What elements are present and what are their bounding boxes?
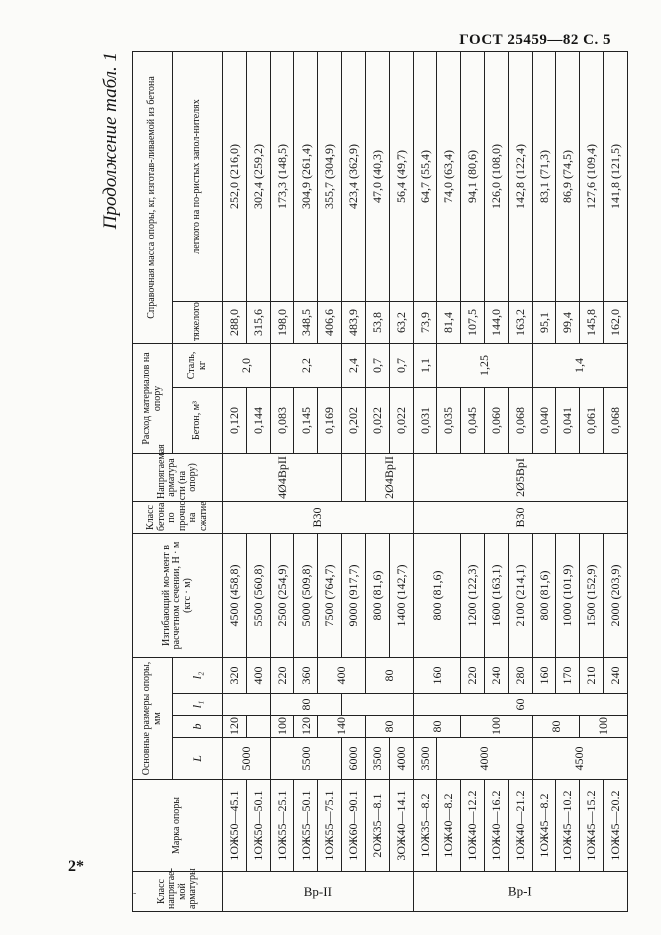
cell-concrete: 0,083 — [270, 387, 294, 453]
table-row-mark: 1ОЖ45—20.2 — [604, 780, 628, 872]
group-rebar-class-b: Вр-I — [413, 872, 628, 912]
cell-light: 94,1 (80,6) — [461, 51, 485, 301]
cell-concrete: 0,045 — [461, 387, 485, 453]
col-steel: Сталь, кг — [173, 343, 223, 387]
cell-light: 173,3 (148,5) — [270, 51, 294, 301]
cell-moment: 7500 (764,7) — [318, 533, 342, 657]
cell-moment: 1200 (122,3) — [461, 533, 485, 657]
cell-moment: 1500 (152,9) — [580, 533, 604, 657]
cell-L: 6000 — [342, 738, 366, 780]
cell-steel: 1,25 — [437, 343, 532, 387]
cell-l2: 400 — [318, 657, 366, 693]
col-L: L — [173, 738, 223, 780]
cell-b: 100 — [461, 716, 532, 738]
cell-steel: 1,4 — [532, 343, 627, 387]
cell-l2: 400 — [246, 657, 270, 693]
cell-l2: 320 — [223, 657, 247, 693]
cell-moment: 5500 (560,8) — [246, 533, 270, 657]
cell-light: 126,0 (108,0) — [484, 51, 508, 301]
cell-L: 5500 — [270, 738, 341, 780]
table-row-mark: 1ОЖ45—8.2 — [532, 780, 556, 872]
cell-l1: 60 — [413, 694, 628, 716]
cell-l2: 160 — [413, 657, 461, 693]
table-row-mark: 1ОЖ55—25.1 — [270, 780, 294, 872]
cell-light: 47,0 (40,3) — [365, 51, 389, 301]
cell-light: 56,4 (49,7) — [389, 51, 413, 301]
cell-moment: 2000 (203,9) — [604, 533, 628, 657]
table-row-mark: 1ОЖ40—16.2 — [484, 780, 508, 872]
cell-l2: 360 — [294, 657, 318, 693]
cell-light: 83,1 (71,3) — [532, 51, 556, 301]
cell-heavy: 145,8 — [580, 301, 604, 343]
cell-heavy: 315,6 — [246, 301, 270, 343]
cell-concrete: 0,169 — [318, 387, 342, 453]
cell-b: 120 — [294, 716, 318, 738]
cell-L: 3500 — [365, 738, 389, 780]
cell-concrete: 0,120 — [223, 387, 247, 453]
table-row-mark: 1ОЖ45—15.2 — [580, 780, 604, 872]
cell-l2: 220 — [270, 657, 294, 693]
cell-steel: 0,7 — [389, 343, 413, 387]
cell-l2: 220 — [461, 657, 485, 693]
group-tension-rebar: 4Ø4ВрII — [223, 453, 342, 501]
cell-concrete: 0,068 — [604, 387, 628, 453]
cell-tension-rebar — [342, 453, 366, 501]
supports-table — [132, 51, 628, 912]
table-row-mark: 1ОЖ55—50.1 — [294, 780, 318, 872]
cell-moment: 5000 (509,8) — [294, 533, 318, 657]
col-rebar-class: Класс напрягае-мой арматуры — [133, 872, 223, 912]
cell-light: 74,0 (63,4) — [437, 51, 461, 301]
group-tension-rebar-c: 2Ø5ВрI — [413, 453, 628, 501]
cell-concrete: 0,041 — [556, 387, 580, 453]
col-mass-group: Справочная масса опоры, кг, изготав-ливаемой из бетона — [133, 51, 173, 343]
table-row-mark: 1ОЖ55—75.1 — [318, 780, 342, 872]
cell-heavy: 288,0 — [223, 301, 247, 343]
cell-concrete: 0,145 — [294, 387, 318, 453]
cell-heavy: 198,0 — [270, 301, 294, 343]
table-row-mark: 1ОЖ40—8.2 — [437, 780, 461, 872]
cell-concrete: 0,031 — [413, 387, 437, 453]
table-row-mark: 3ОЖ40—14.1 — [389, 780, 413, 872]
cell-l1 — [223, 694, 271, 716]
cell-l2: 210 — [580, 657, 604, 693]
cell-light: 127,6 (109,4) — [580, 51, 604, 301]
cell-steel: 0,7 — [365, 343, 389, 387]
cell-heavy: 483,9 — [342, 301, 366, 343]
cell-concrete: 0,202 — [342, 387, 366, 453]
cell-light: 304,9 (261,4) — [294, 51, 318, 301]
table-row-mark: 1ОЖ50—45.1 — [223, 780, 247, 872]
cell-l2: 160 — [532, 657, 556, 693]
group-concrete-class-b: В30 — [413, 501, 628, 533]
col-moment: Изгибающий мо-мент в расчетном сечении, Н · м (кгс · м) — [133, 533, 223, 657]
col-l2: l₂ — [173, 657, 223, 693]
cell-l2: 240 — [484, 657, 508, 693]
cell-heavy: 81,4 — [437, 301, 461, 343]
cell-heavy: 73,9 — [413, 301, 437, 343]
cell-b: 100 — [270, 716, 294, 738]
cell-heavy: 63,2 — [389, 301, 413, 343]
group-concrete-class: В30 — [223, 501, 414, 533]
cell-concrete: 0,144 — [246, 387, 270, 453]
cell-light: 252,0 (216,0) — [223, 51, 247, 301]
col-tension-rebar: Напрягаемая арматура (на опору) — [133, 453, 223, 501]
cell-L: 4000 — [437, 738, 532, 780]
cell-moment: 1600 (163,1) — [484, 533, 508, 657]
cell-moment: 9000 (917,7) — [342, 533, 366, 657]
cell-b: 80 — [413, 716, 461, 738]
cell-heavy: 163,2 — [508, 301, 532, 343]
cell-moment: 4500 (458,8) — [223, 533, 247, 657]
cell-l2: 240 — [604, 657, 628, 693]
group-rebar-class: Вр-II — [223, 872, 414, 912]
cell-concrete: 0,022 — [365, 387, 389, 453]
cell-light: 142,8 (122,4) — [508, 51, 532, 301]
cell-b: 140 — [318, 716, 366, 738]
stray-mark: - — [133, 888, 137, 899]
col-mark: Марка опоры — [133, 780, 223, 872]
cell-heavy: 95,1 — [532, 301, 556, 343]
cell-concrete: 0,060 — [484, 387, 508, 453]
group-tension-rebar-b: 2Ø4ВрII — [365, 453, 413, 501]
col-b: b — [173, 716, 223, 738]
cell-concrete: 0,022 — [389, 387, 413, 453]
cell-l2: 170 — [556, 657, 580, 693]
table-row-mark: 1ОЖ40—12.2 — [461, 780, 485, 872]
cell-light: 423,4 (362,9) — [342, 51, 366, 301]
cell-L: 4500 — [532, 738, 627, 780]
cell-L: 3500 — [413, 738, 437, 780]
col-concrete-class: Класс бетона по прочности на сжатие — [133, 501, 223, 533]
table-row-mark: 1ОЖ60—90.1 — [342, 780, 366, 872]
cell-steel: 2,0 — [223, 343, 271, 387]
col-concrete: Бетон, м³ — [173, 387, 223, 453]
cell-b — [246, 716, 270, 738]
cell-heavy: 162,0 — [604, 301, 628, 343]
cell-steel: 1,1 — [413, 343, 437, 387]
cell-concrete: 0,061 — [580, 387, 604, 453]
cell-light: 355,7 (304,9) — [318, 51, 342, 301]
cell-steel: 2,2 — [270, 343, 341, 387]
table-caption: Продолжение табл. 1 — [100, 52, 121, 230]
col-dims-group: Основные размеры опоры, мм — [133, 657, 173, 779]
rotated-table-block — [100, 42, 630, 912]
cell-b: 120 — [223, 716, 247, 738]
cell-moment: 800 (81,6) — [413, 533, 461, 657]
cell-steel: 2,4 — [342, 343, 366, 387]
page-mark: 2* — [68, 858, 84, 875]
table-row-mark: 1ОЖ35—8.2 — [413, 780, 437, 872]
cell-moment: 1400 (142,7) — [389, 533, 413, 657]
table-row-mark: 1ОЖ40—21.2 — [508, 780, 532, 872]
table-row-mark: 1ОЖ45—10.2 — [556, 780, 580, 872]
cell-l2: 80 — [365, 657, 413, 693]
cell-moment: 1000 (101,9) — [556, 533, 580, 657]
col-consumption-group: Расход материалов на опору — [133, 343, 173, 453]
col-heavy: тяжелого — [173, 301, 223, 343]
cell-light: 141,8 (121,5) — [604, 51, 628, 301]
cell-b: 80 — [365, 716, 413, 738]
cell-l1 — [342, 694, 413, 716]
cell-light: 64,7 (55,4) — [413, 51, 437, 301]
cell-b: 100 — [580, 716, 628, 738]
col-light: легкого на по-ристых запол-нителях — [173, 51, 223, 301]
cell-light: 86,9 (74,5) — [556, 51, 580, 301]
cell-moment: 2500 (254,9) — [270, 533, 294, 657]
cell-L: 5000 — [223, 738, 271, 780]
cell-l1: 80 — [270, 694, 341, 716]
cell-L: 4000 — [389, 738, 413, 780]
cell-heavy: 99,4 — [556, 301, 580, 343]
cell-concrete: 0,040 — [532, 387, 556, 453]
cell-light: 302,4 (259,2) — [246, 51, 270, 301]
cell-heavy: 53,8 — [365, 301, 389, 343]
cell-moment: 800 (81,6) — [532, 533, 556, 657]
cell-moment: 800 (81,6) — [365, 533, 389, 657]
page-header: ГОСТ 25459—82 С. 5 — [459, 32, 611, 48]
cell-b: 80 — [532, 716, 580, 738]
table-row-mark: 1ОЖ50—50.1 — [246, 780, 270, 872]
cell-heavy: 107,5 — [461, 301, 485, 343]
cell-heavy: 144,0 — [484, 301, 508, 343]
cell-concrete: 0,035 — [437, 387, 461, 453]
cell-concrete: 0,068 — [508, 387, 532, 453]
cell-heavy: 348,5 — [294, 301, 318, 343]
table-row-mark: 2ОЖ35—8.1 — [365, 780, 389, 872]
cell-l2: 280 — [508, 657, 532, 693]
cell-moment: 2100 (214,1) — [508, 533, 532, 657]
cell-heavy: 406,6 — [318, 301, 342, 343]
col-l1: l₁ — [173, 694, 223, 716]
